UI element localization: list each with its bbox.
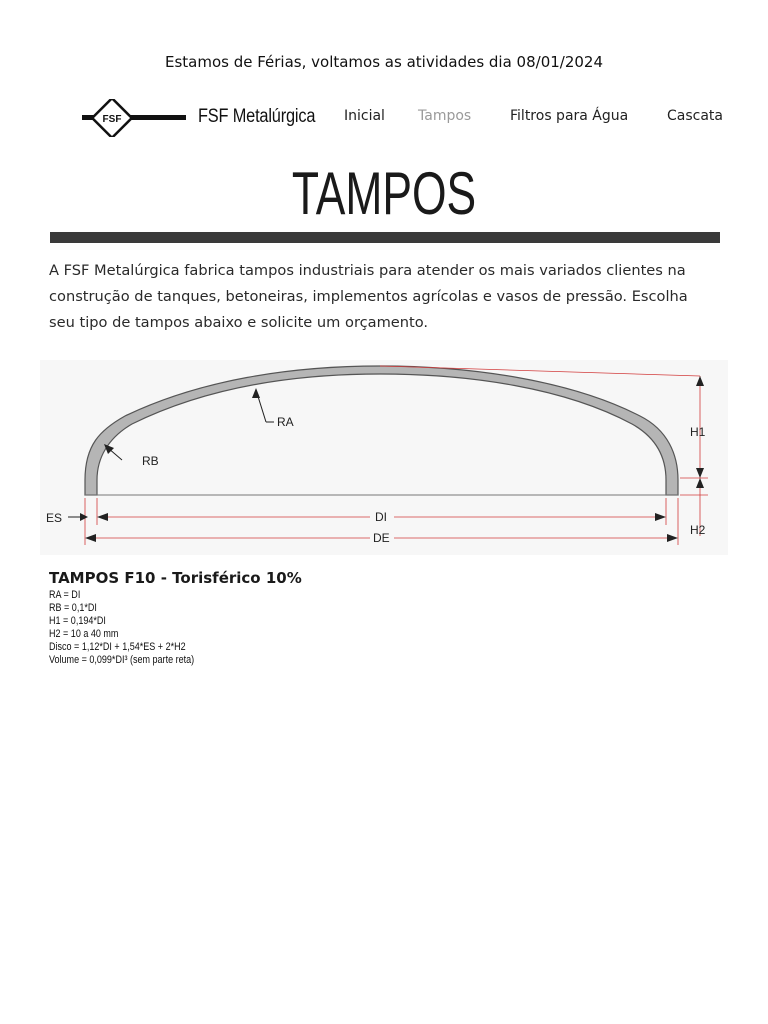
nav-item-cascata[interactable]: Cascata [667, 108, 723, 124]
product-specs-list [49, 589, 226, 667]
label-ra: RA [277, 415, 294, 429]
main-nav [0, 108, 768, 130]
vacation-announcement: Estamos de Férias, voltamos as atividades dia 08/01/2024 [164, 53, 604, 71]
label-h2: H2 [690, 523, 706, 537]
label-h1: H1 [690, 425, 706, 439]
title-divider [50, 232, 720, 243]
label-di: DI [375, 510, 387, 524]
spec-item: H2 = 10 a 40 mm [49, 628, 119, 640]
label-rb: RB [142, 454, 159, 468]
nav-item-inicial[interactable]: Inicial [344, 108, 385, 124]
product-title: TAMPOS F10 - Torisférico 10% [49, 569, 302, 587]
page-title: TAMPOS [291, 160, 477, 227]
spec-item: Volume = 0,099*DI³ (sem parte reta) [49, 654, 195, 666]
intro-paragraph: A FSF Metalúrgica fabrica tampos industriais para atender os mais variados clientes na construção de tanques, betoneiras, implementos agrícolas e vasos de pressão. Escolha seu tipo de tampos abaixo e solicite um orçamento. [49, 262, 688, 331]
nav-item-filtros-para-agua[interactable]: Filtros para Água [510, 108, 629, 124]
label-es: ES [46, 511, 63, 525]
spec-item: H1 = 0,194*DI [49, 615, 106, 627]
tampo-diagram [40, 360, 728, 555]
spec-item: RB = 0,1*DI [49, 602, 97, 614]
spec-item: RA = DI [49, 589, 81, 601]
logo-text: FSF [102, 114, 122, 125]
label-de: DE [373, 531, 390, 545]
brand-name[interactable]: FSF Metalúrgica [198, 106, 316, 127]
vessel-head-shape [85, 366, 678, 495]
spec-item: Disco = 1,12*DI + 1,54*ES + 2*H2 [49, 641, 186, 653]
nav-item-tampos[interactable]: Tampos [418, 108, 472, 124]
